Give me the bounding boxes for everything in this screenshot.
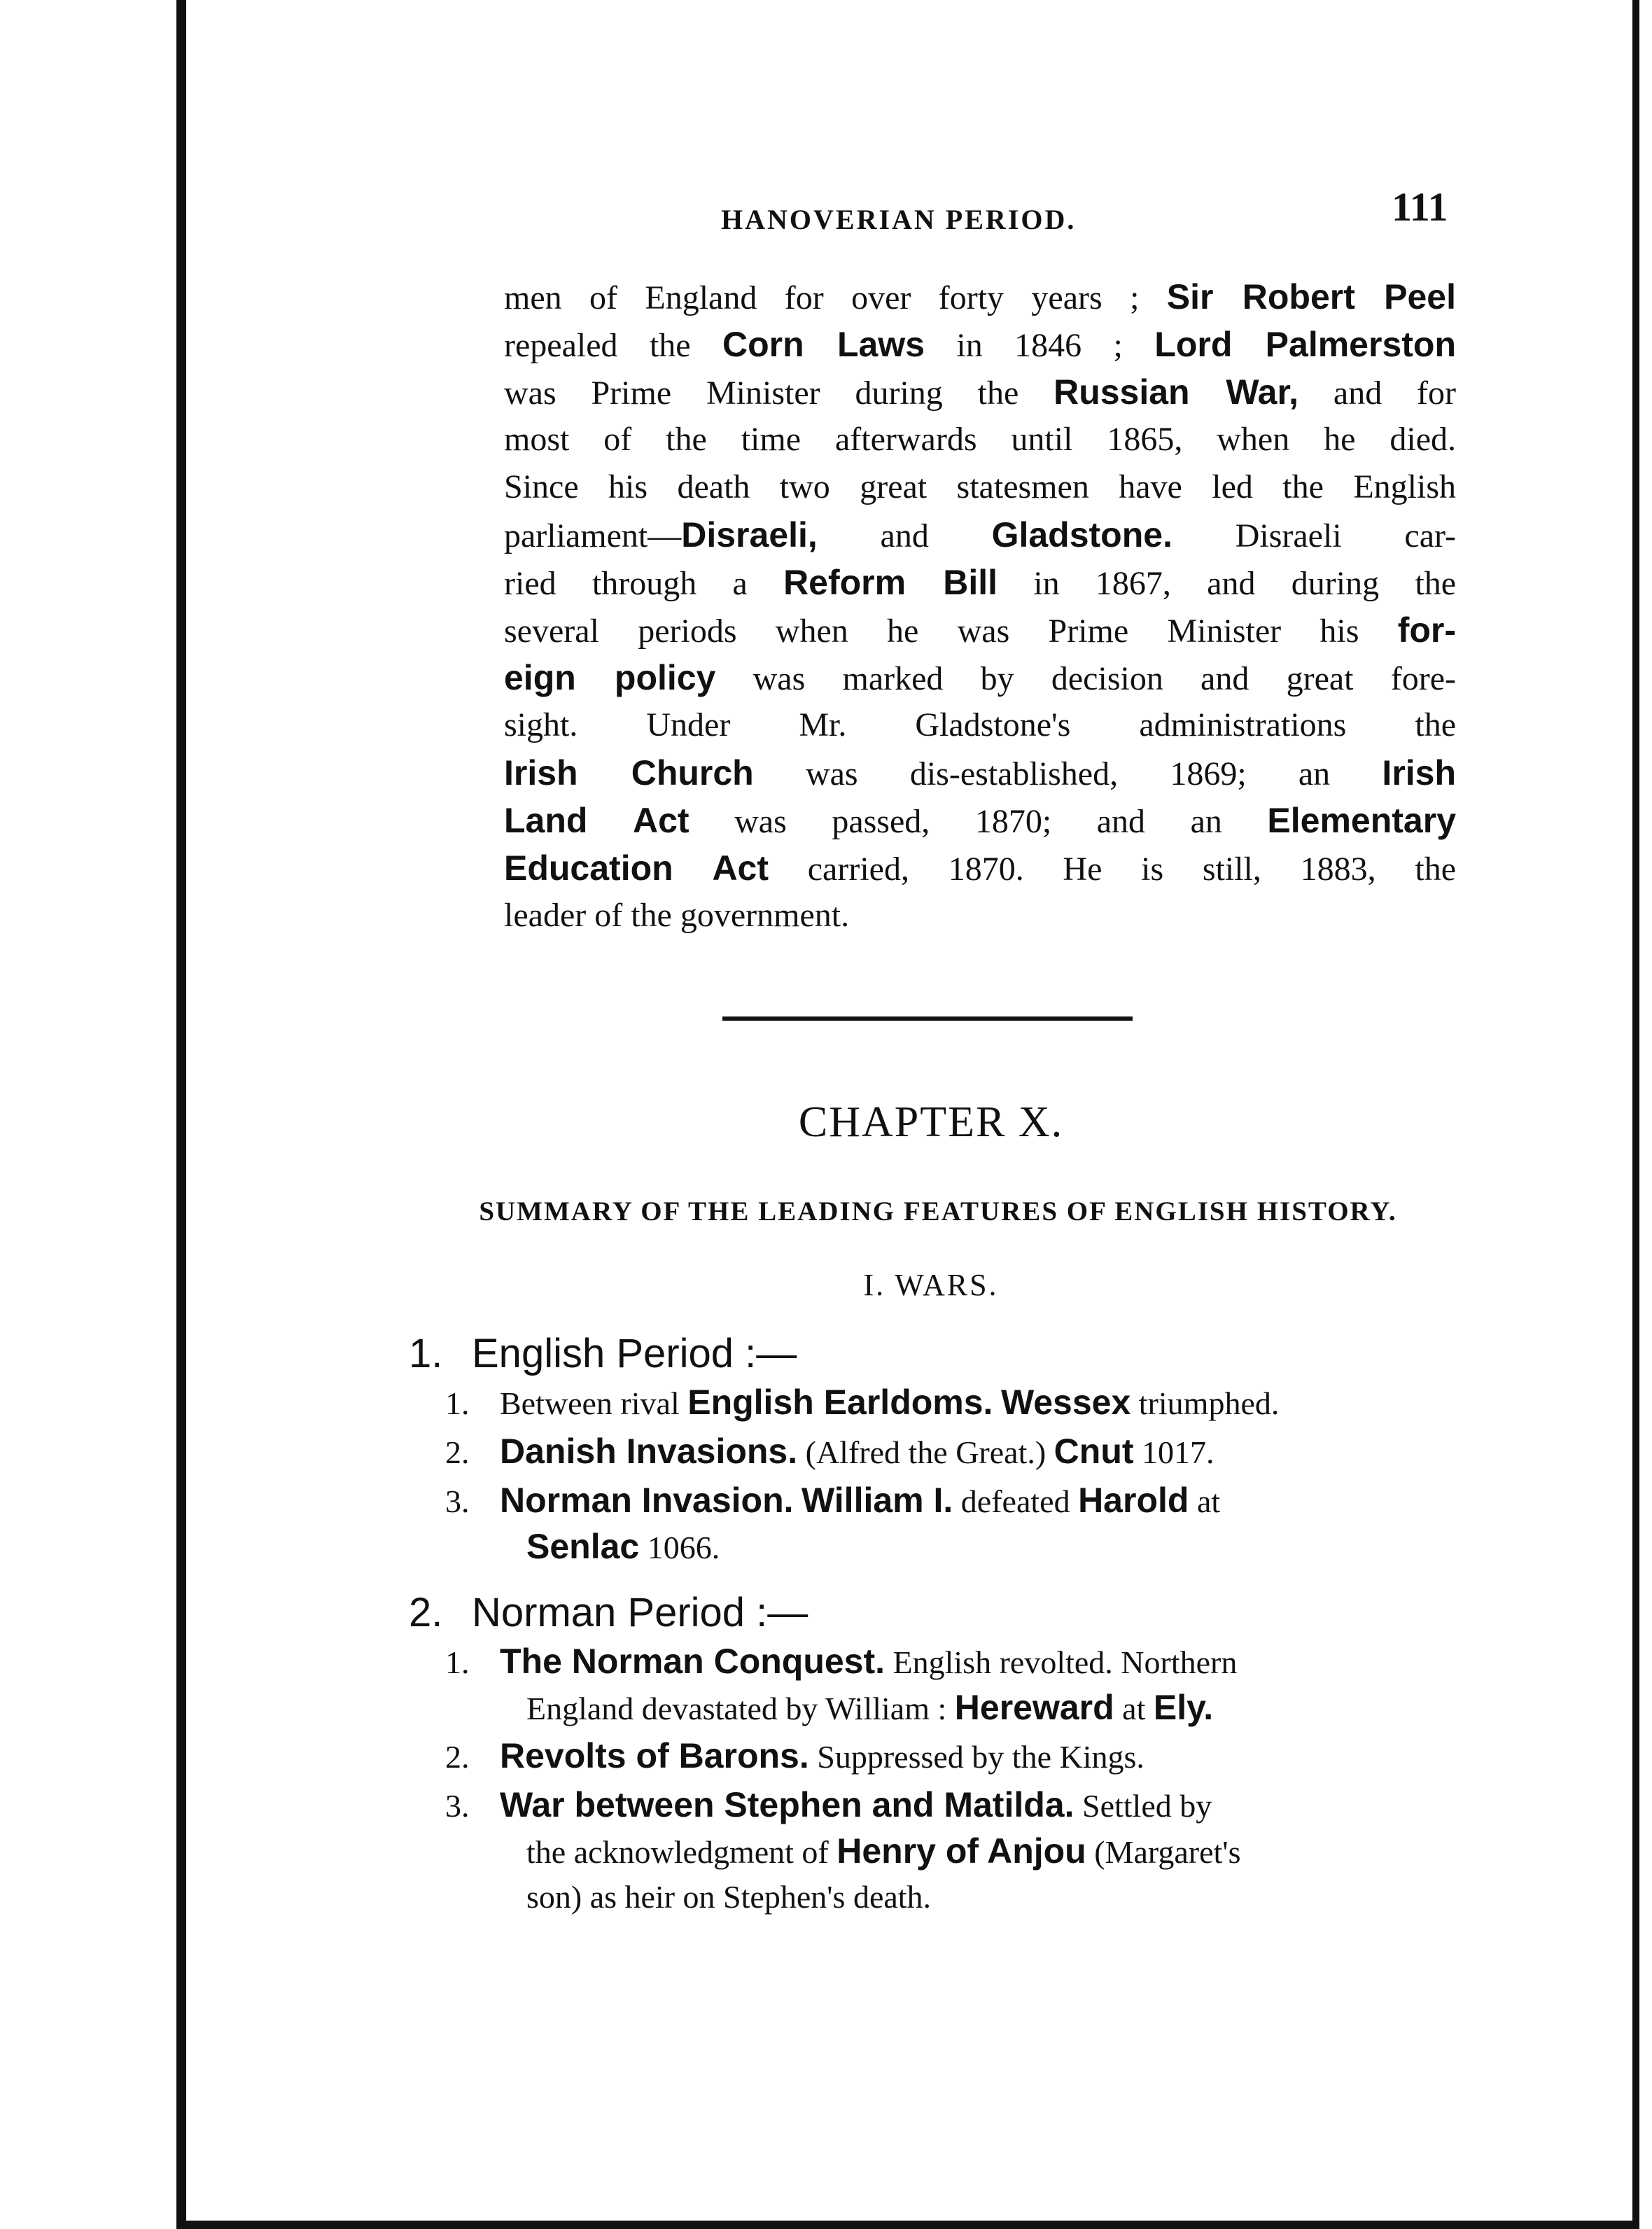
text-run: in 1846 ;	[925, 327, 1155, 364]
text-run: (Margaret's	[1086, 1834, 1241, 1870]
bold-term: Henry of Anjou	[836, 1831, 1086, 1871]
paragraph-line	[504, 606, 1456, 654]
text-run: was passed, 1870; and an	[689, 803, 1268, 840]
list-item-continuation	[526, 1874, 931, 1920]
bold-term: eign policy	[504, 658, 716, 697]
body-paragraph	[504, 273, 1456, 939]
bold-term: Norman Invasion.	[500, 1481, 794, 1520]
item-number: 2.	[445, 1739, 470, 1775]
period-number: 2.	[409, 1590, 443, 1635]
period-heading	[409, 1589, 808, 1636]
text-run: at	[1114, 1691, 1154, 1726]
bold-term: Sir Robert Peel	[1166, 277, 1457, 316]
text-run: men of England for over forty years ;	[504, 279, 1167, 316]
text-run: English revolted. Northern	[885, 1644, 1238, 1680]
text-run: 1066.	[639, 1530, 720, 1565]
text-run: was Prime Minister during the	[504, 375, 1054, 412]
text-run: and	[817, 517, 992, 554]
bold-term: Gladstone.	[991, 515, 1172, 554]
text-run: Settled by	[1074, 1788, 1212, 1824]
list-item	[445, 1477, 1474, 1525]
bold-term: Land Act	[504, 801, 690, 840]
section-heading: I. WARS.	[863, 1268, 999, 1302]
text-run: triumphed.	[1130, 1385, 1280, 1421]
bold-term: Reform Bill	[783, 563, 998, 602]
text-run: at	[1189, 1483, 1221, 1519]
paragraph-line	[504, 654, 1456, 701]
text-run: son) as heir on Stephen's death.	[526, 1879, 932, 1915]
text-run: repealed the	[504, 327, 722, 364]
text-run: leader of the government.	[504, 897, 850, 934]
item-number: 1.	[445, 1644, 470, 1680]
text-run: Suppressed by the Kings.	[808, 1739, 1144, 1775]
period-label: Norman Period :—	[472, 1590, 808, 1635]
page-bottom-border	[186, 2221, 1635, 2229]
period-number: 1.	[409, 1331, 443, 1376]
bold-term: Lord Palmerston	[1154, 325, 1456, 364]
paragraph-line	[504, 797, 1456, 844]
text-run: defeated	[953, 1483, 1079, 1519]
bold-term: Corn Laws	[722, 325, 925, 364]
bold-term: Revolts of Barons.	[500, 1736, 809, 1775]
bold-term: Wessex	[1000, 1383, 1131, 1422]
bold-term: William I.	[802, 1481, 953, 1520]
list-item	[445, 1428, 1474, 1476]
bold-term: English Earldoms.	[687, 1383, 993, 1422]
bold-term: Ely.	[1153, 1688, 1214, 1727]
list-item-continuation	[526, 1684, 1213, 1732]
text-run	[794, 1483, 802, 1519]
text-run: was dis-established, 1869; an	[753, 755, 1382, 792]
bold-term: Elementary	[1267, 801, 1457, 840]
period-label: English Period :—	[472, 1331, 797, 1376]
bold-term: Irish Church	[504, 753, 754, 792]
text-run: Disraeli car-	[1172, 517, 1456, 554]
list-item-continuation	[526, 1828, 1240, 1875]
paragraph-line	[504, 416, 1456, 463]
paragraph-line	[504, 511, 1456, 559]
list-item-continuation	[526, 1523, 720, 1571]
text-run: 1017.	[1133, 1434, 1214, 1470]
bold-term: Danish Invasions.	[500, 1432, 798, 1471]
text-run: Between rival	[500, 1385, 688, 1421]
item-number: 2.	[445, 1434, 470, 1470]
list-item	[445, 1638, 1474, 1686]
summary-heading: SUMMARY OF THE LEADING FEATURES OF ENGLISH HISTORY.	[479, 1196, 1397, 1227]
paragraph-line	[504, 559, 1456, 606]
paragraph-line	[504, 749, 1456, 797]
page-number: 111	[1392, 184, 1448, 230]
paragraph-line	[504, 844, 1456, 892]
bold-term: Senlac	[526, 1527, 640, 1566]
text-run	[993, 1385, 1001, 1421]
item-number: 1.	[445, 1385, 470, 1421]
text-run: (Alfred the Great.)	[797, 1434, 1054, 1470]
paragraph-line	[504, 701, 1456, 749]
running-head: HANOVERIAN PERIOD.	[721, 204, 1077, 235]
text-run: England devastated by William :	[526, 1691, 955, 1726]
item-number: 3.	[445, 1483, 470, 1519]
item-number: 3.	[445, 1788, 470, 1824]
bold-term: Education Act	[504, 848, 769, 888]
bold-term: Russian War,	[1054, 372, 1299, 412]
list-item	[445, 1733, 1474, 1780]
paragraph-line	[504, 321, 1456, 368]
bold-term: War between Stephen and Matilda.	[500, 1785, 1074, 1824]
bold-term: Hereward	[954, 1688, 1114, 1727]
text-run: in 1867, and during the	[997, 565, 1457, 602]
bold-term: Cnut	[1054, 1432, 1134, 1471]
paragraph-line	[504, 273, 1456, 321]
text-run: was marked by decision and great fore-	[715, 660, 1456, 697]
paragraph-line	[504, 892, 1456, 939]
list-item	[445, 1379, 1474, 1427]
period-heading	[409, 1330, 797, 1377]
bold-term: Harold	[1078, 1481, 1189, 1520]
paragraph-line	[504, 463, 1456, 511]
text-run: the acknowledgment of	[526, 1834, 837, 1870]
text-run: Since his death two great statesmen have led the English	[504, 468, 1456, 505]
text-run: carried, 1870. He is still, 1883, the	[769, 851, 1456, 888]
text-run: sight. Under Mr. Gladstone's administrations the	[504, 706, 1456, 743]
text-run: and for	[1298, 375, 1456, 412]
bold-term: Irish	[1382, 753, 1457, 792]
bold-term: The Norman Conquest.	[500, 1642, 886, 1681]
text-run: most of the time afterwards until 1865, when he died.	[504, 421, 1456, 458]
bold-term: for-	[1397, 610, 1456, 650]
text-run: ried through a	[504, 565, 784, 602]
paragraph-line	[504, 368, 1456, 416]
bold-term: Disraeli,	[681, 515, 818, 554]
text-run: several periods when he was Prime Minister his	[504, 613, 1398, 650]
section-divider	[722, 1016, 1133, 1021]
text-run: parliament—	[504, 517, 682, 554]
chapter-title: CHAPTER X.	[798, 1098, 1064, 1146]
list-item	[445, 1782, 1474, 1829]
